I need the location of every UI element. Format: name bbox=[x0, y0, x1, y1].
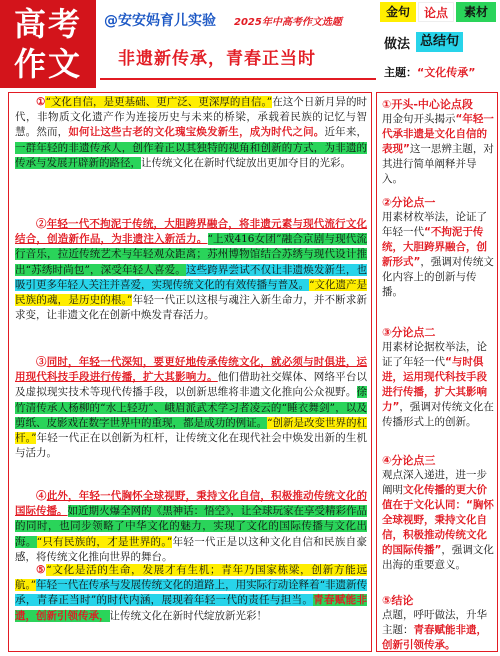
note-text: 观点深入递进，进一步阐明 bbox=[382, 469, 487, 496]
note-text: ，强调对传统文化内容上的创新与传播。 bbox=[382, 256, 494, 298]
analysis-sidebar bbox=[376, 92, 498, 652]
material: “上戏416女团”融合京剧与现代流行音乐，拉近传统艺术与年轻观众距离；苏州博物馆结合苏绣与现代设计推出“苏绣时尚包”，深受年轻人喜爱。 bbox=[15, 233, 367, 276]
legend-material: 素材 bbox=[456, 2, 496, 22]
note-text: 点题，呼吁做法，升华主题： bbox=[382, 609, 487, 636]
gold-sentence: “文化自信，是更基础、更广泛、更深厚的自信。” bbox=[45, 96, 273, 108]
paragraph-2 bbox=[15, 217, 367, 323]
note-3 bbox=[382, 325, 496, 430]
paragraph-number: ③ bbox=[36, 356, 47, 368]
paragraph-number: ⑤ bbox=[36, 564, 47, 576]
closing-argument: 青春赋能非遗，创新引领传承， bbox=[15, 594, 367, 622]
note-title: ③分论点二 bbox=[382, 326, 436, 339]
legend-tags bbox=[380, 2, 500, 24]
argument: 此外，年轻一代胸怀全球视野，秉持文化自信，积极推动传统文化的国际传播。 bbox=[15, 490, 368, 518]
note-title: ①开头-中心论点段 bbox=[382, 98, 473, 111]
title-underline bbox=[100, 78, 376, 80]
text: 让传统文化在新时代绽放新光彩！ bbox=[109, 609, 267, 622]
legend-argument: 论点 bbox=[418, 2, 454, 22]
note-text: 用金句开头揭示 bbox=[382, 113, 456, 125]
note-2 bbox=[382, 195, 496, 300]
logo-line-1: 高考 bbox=[13, 5, 82, 43]
page-title: 非遗新传承，青春正当时 bbox=[118, 49, 316, 69]
paragraph-3 bbox=[15, 355, 367, 461]
paragraph-1 bbox=[15, 95, 367, 171]
legend-method bbox=[384, 32, 463, 52]
note-highlight: “与时俱进，运用现代科技手段进行传播，扩大其影响力” bbox=[382, 356, 487, 413]
argument: 如何让这些古老的文化瑰宝焕发新生，成为时代之问。 bbox=[68, 126, 325, 139]
paragraph-number: ④ bbox=[36, 490, 47, 502]
gold-sentence: “创新是改变世界的杠杆。” bbox=[15, 416, 367, 445]
paragraph-number: ② bbox=[36, 218, 47, 230]
exam-tag: 2025年中高考作文选题 bbox=[234, 17, 342, 28]
text: 让传统文化在新时代绽放出更加夺目的光彩。 bbox=[141, 156, 351, 169]
material: 如近期火爆全网的《黑神话：悟空》，让全球玩家在享受精彩作品的同时，也同步领略了中华文化的魅力，实现了文化的国际传播与文化出海。 bbox=[15, 505, 368, 548]
gold-sentence: “文化遗产是民族的魂，是历史的根。” bbox=[15, 278, 367, 307]
note-title: ②分论点一 bbox=[382, 196, 436, 209]
note-4 bbox=[382, 453, 496, 573]
note-highlight: “年轻一代承非遗是文化自信的表现” bbox=[382, 113, 494, 155]
author-handle: @安安妈育儿实验 bbox=[104, 13, 216, 29]
note-highlight: 文化传播的更大价值在于文化认同：“胸怀全球视野，秉持文化自信，积极推动传统文化的国际传播” bbox=[382, 484, 494, 556]
note-text: ，强调对传统文化在传播形式上的创新。 bbox=[382, 401, 494, 428]
note-title: ⑤结论 bbox=[382, 594, 414, 607]
text: 年轻一代正以这根与魂注入新生命力，并不断求新求变，让非遗文化在创新中焕发青春活力。 bbox=[15, 294, 368, 322]
logo bbox=[0, 0, 96, 88]
paragraph-4 bbox=[15, 489, 367, 565]
theme-value: “文化传承” bbox=[417, 66, 476, 79]
text: 近年来， bbox=[324, 126, 367, 139]
note-highlight: 青春赋能非遗，创新引领传承。 bbox=[382, 624, 487, 651]
note-text: 用素材论据枚举法，论证了年轻一代 bbox=[382, 341, 487, 368]
legend-summary: 总结句 bbox=[416, 32, 463, 52]
summary: 这些跨界尝试不仅让非遗焕发新生，也吸引更多年轻人关注并喜爱，实现传统文化的有效传播与普及。 bbox=[15, 263, 367, 291]
text: 在这个日新月异的时代，非物质文化遗产作为连接历史与未来的桥梁，承载着民族的记忆与智慧。然而， bbox=[15, 96, 367, 139]
legend bbox=[380, 0, 500, 88]
note-text: 用素材枚举法，论证了年轻一代 bbox=[382, 211, 487, 238]
paragraph-5 bbox=[15, 563, 367, 624]
note-highlight: “不拘泥于传统，大胆跨界融合，创新形式” bbox=[382, 226, 487, 268]
legend-method-label: 做法 bbox=[384, 36, 411, 52]
note-text: ，强调文化出海的重要意义。 bbox=[382, 544, 494, 571]
note-text: 这一思辨主题，对其进行简单阐释并导入。 bbox=[382, 143, 494, 185]
text: 他们借助社交媒体、网络平台以及虚拟现实技术等现代传播手段，以创新思维将非遗文化推向公众视野。 bbox=[15, 371, 367, 399]
material: 徐竹清传承人杨柳的“水上轻功”、峨眉派武术学习者凌云的“睡衣舞剑”，以及剪纸、皮影戏在数字世界中的重现，都是成功的例证。 bbox=[15, 386, 367, 429]
note-1 bbox=[382, 97, 496, 187]
legend-theme bbox=[384, 64, 475, 80]
note-5 bbox=[382, 593, 496, 653]
text: 年轻一代正是以这种文化自信和民族自豪感，将传统文化推向世界的舞台。 bbox=[15, 535, 367, 563]
argument: 年轻一代不拘泥于传统，大胆跨界融合，将非遗元素与现代流行文化结合，创造新作品，为非遗注入新活力。 bbox=[15, 218, 368, 246]
material: 一群年轻的非遗传承人，创作着正以其独特的视角和创新的方式，为非遗的传承与发展开辟新的路径， bbox=[15, 141, 367, 169]
theme-label: 主题： bbox=[384, 66, 417, 79]
text: 年轻一代正在以创新为杠杆，让传统文化在现代社会中焕发出新的生机与活力。 bbox=[15, 432, 368, 460]
legend-gold-sentence: 金句 bbox=[380, 2, 416, 22]
paragraph-number: ① bbox=[36, 96, 46, 108]
gold-sentence: “文化是活的生命，发展才有生机；青年乃国家栋梁，创新方能远航。” bbox=[15, 564, 367, 592]
gold-sentence: “只有民族的，才是世界的。” bbox=[36, 535, 173, 548]
logo-line-2: 作文 bbox=[13, 45, 82, 83]
argument: 同时，年轻一代深知，要更好地传承传统文化，就必须与时俱进，运用现代科技手段进行传播，扩大其影响力。 bbox=[15, 356, 368, 384]
summary: 年轻一代在传承与发展传统文化的道路上，用实际行动诠释着“非遗新传承，青春正当时”的时代内涵，展现着年轻一代的责任与担当。 bbox=[15, 579, 367, 607]
essay-body bbox=[8, 92, 372, 652]
note-title: ④分论点三 bbox=[382, 454, 436, 467]
